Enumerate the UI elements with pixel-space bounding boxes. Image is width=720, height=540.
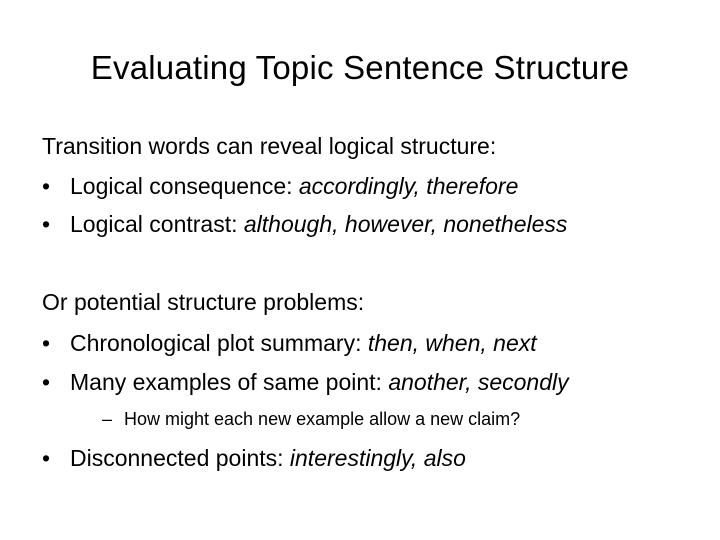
subbullet-new-claim (102, 407, 520, 431)
bullet-marker: • (42, 445, 51, 471)
subbullet-text: How might each new example allow a new claim? (124, 409, 521, 429)
subbullet-marker: – (102, 409, 113, 429)
bullet-marker: • (42, 173, 51, 199)
bullet-label: Chronological plot summary: (70, 330, 368, 356)
bullet-examples: another, secondly (388, 369, 569, 395)
bullet-examples: interestingly, also (289, 445, 466, 471)
bullet-logical-consequence (42, 171, 518, 201)
section-intro-transitions: Transition words can reveal logical structure: (42, 133, 497, 159)
bullet-examples: accordingly, therefore (298, 173, 519, 199)
section-intro-problems: Or potential structure problems: (42, 289, 365, 315)
bullet-many-examples (42, 367, 569, 397)
bullet-label: Logical contrast: (70, 211, 244, 237)
bullet-marker: • (42, 211, 51, 237)
slide-title: Evaluating Topic Sentence Structure (90, 49, 630, 86)
bullet-label: Many examples of same point: (70, 369, 389, 395)
bullet-marker: • (42, 369, 51, 395)
bullet-examples: then, when, next (367, 330, 537, 356)
bullet-chronological-plot (42, 328, 537, 358)
bullet-label: Logical consequence: (70, 173, 299, 199)
bullet-logical-contrast (42, 209, 567, 239)
bullet-marker: • (42, 330, 51, 356)
bullet-label: Disconnected points: (70, 445, 290, 471)
bullet-disconnected-points (42, 443, 466, 473)
bullet-examples: although, however, nonetheless (243, 211, 568, 237)
